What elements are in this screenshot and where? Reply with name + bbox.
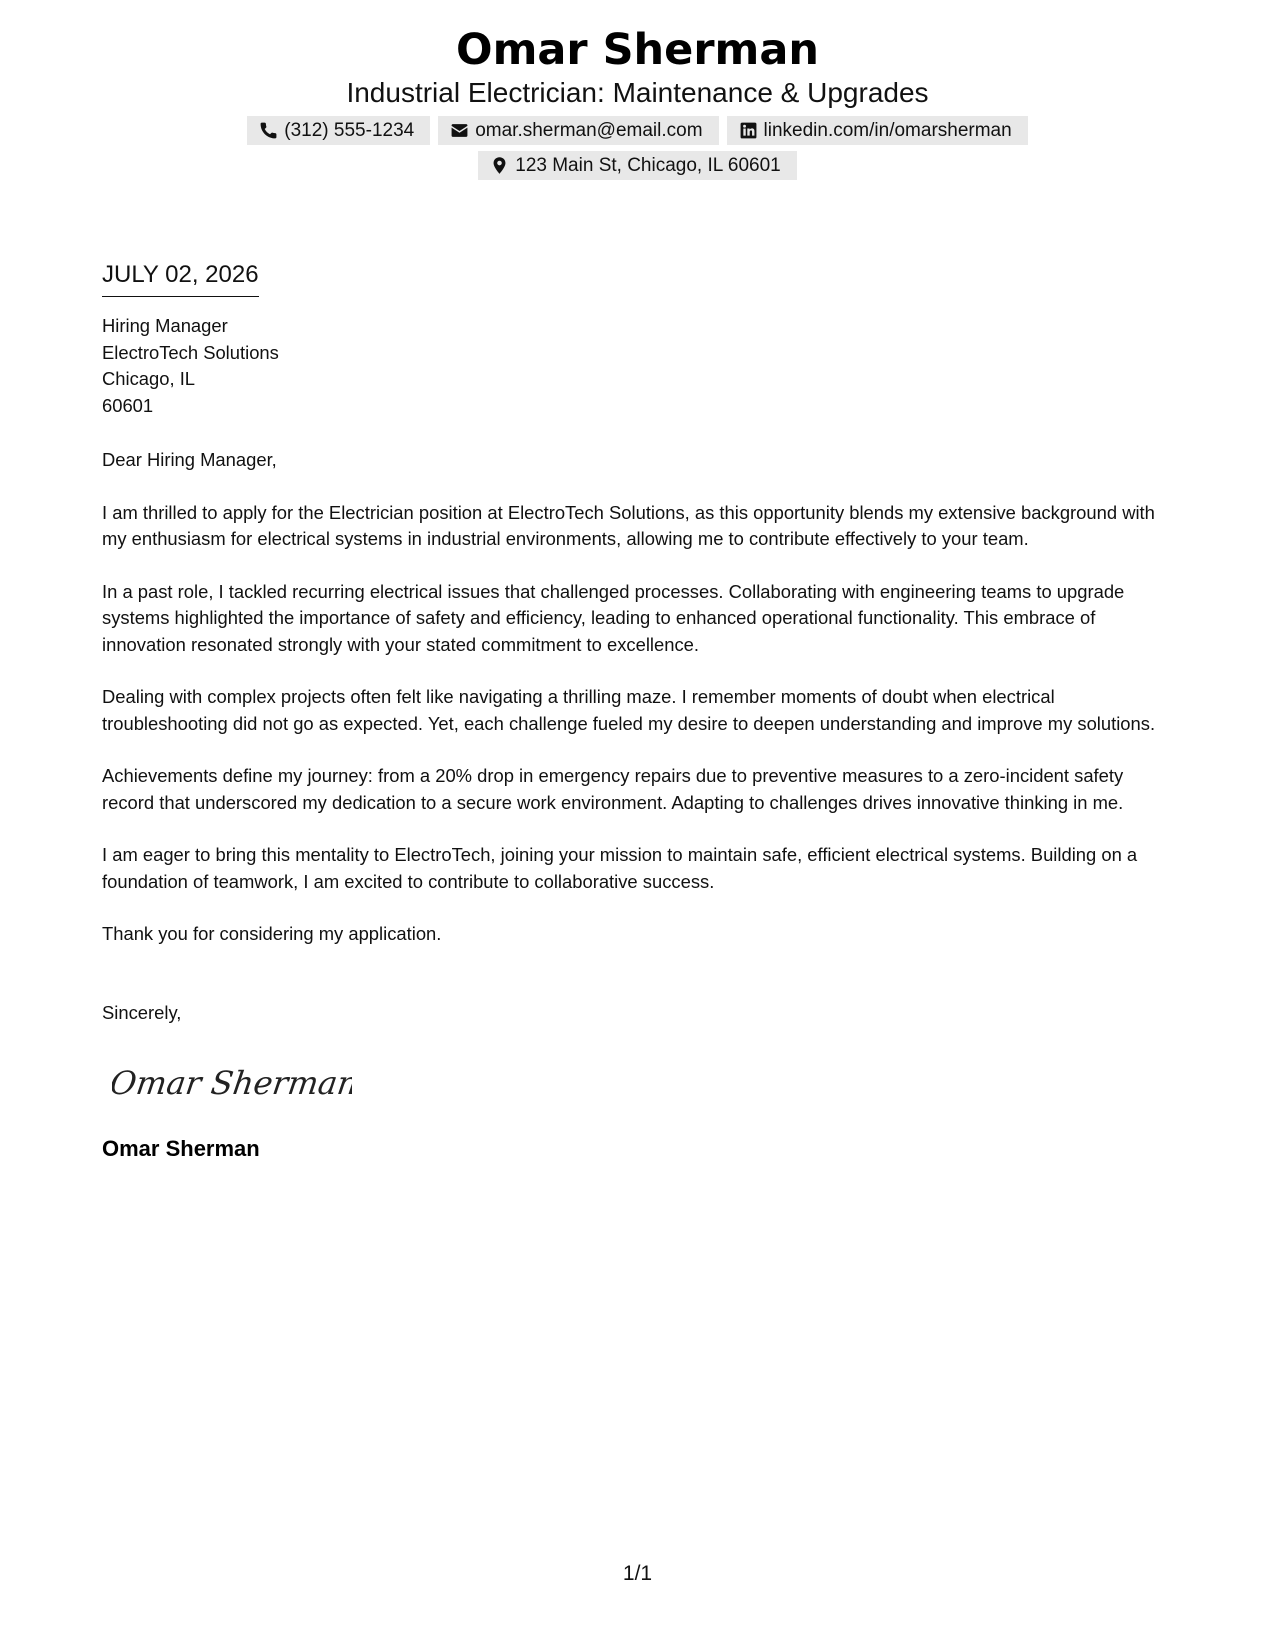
letter-body — [102, 258, 1177, 1164]
body-paragraph: Achievements define my journey: from a 20% drop in emergency repairs due to preventive measures to a zero-incident safety record that underscored my dedication to a secure work environment. Adapting to challenges drives innovative thinking in me. — [102, 765, 1124, 813]
letter-header — [0, 24, 1275, 180]
applicant-name: Omar Sherman — [456, 25, 819, 75]
linkedin-icon — [739, 121, 758, 140]
closing: Sincerely, — [102, 1001, 182, 1023]
letter-date: JULY 02, 2026 — [102, 258, 259, 297]
recipient-line: Chicago, IL — [102, 368, 196, 389]
contact-phone — [247, 116, 430, 145]
body-paragraph: Dealing with complex projects often felt like navigating a thrilling maze. I remember moments of doubt when electrical troubleshooting did not go as expected. Yet, each challenge fueled my desire to deepen understanding and improve my solutions. — [102, 686, 1156, 734]
contact-row-primary — [0, 116, 1275, 145]
handwritten-signature — [112, 1056, 352, 1108]
body-paragraph: I am thrilled to apply for the Electrician position at ElectroTech Solutions, as this opportunity blends my extensive background with my enthusiasm for electrical systems in industrial environments, allowing me to contribute effectively to your team. — [102, 501, 1155, 549]
contact-row-secondary — [0, 151, 1275, 180]
contact-address — [478, 151, 796, 180]
applicant-title: Industrial Electrician: Maintenance & Upgrades — [346, 77, 929, 108]
signer-name: Omar Sherman — [102, 1135, 260, 1161]
phone-icon — [259, 121, 278, 140]
body-paragraph: In a past role, I tackled recurring electrical issues that challenged processes. Collaborating with engineering teams to upgrade systems highlighted the importance of safety and efficiency, leading to enhanced operational functionality. This embrace of innovation resonated strongly with your stated commitment to excellence. — [102, 580, 1125, 655]
map-pin-icon — [490, 156, 509, 175]
recipient-line: ElectroTech Solutions — [102, 341, 279, 363]
body-paragraph: Thank you for considering my application. — [102, 923, 442, 944]
page-number: 1/1 — [622, 1562, 653, 1585]
email-text: omar.sherman@email.com — [475, 119, 703, 141]
svg-text:Omar Sherman: Omar Sherman — [112, 1064, 352, 1102]
body-paragraph: I am eager to bring this mentality to ElectroTech, joining your mission to maintain safe, efficient electrical systems. Building on a foundation of teamwork, I am excited to contribute to collaborative success. — [102, 844, 1138, 892]
envelope-icon — [450, 121, 469, 140]
recipient-line: 60601 — [102, 394, 154, 416]
contact-email — [438, 116, 718, 145]
linkedin-text: linkedin.com/in/omarsherman — [763, 119, 1012, 141]
recipient-block — [102, 313, 1177, 419]
salutation: Dear Hiring Manager, — [102, 449, 277, 470]
recipient-line: Hiring Manager — [102, 315, 228, 336]
contact-linkedin — [727, 116, 1028, 145]
address-text: 123 Main St, Chicago, IL 60601 — [515, 154, 781, 176]
phone-text: (312) 555-1234 — [284, 119, 415, 141]
